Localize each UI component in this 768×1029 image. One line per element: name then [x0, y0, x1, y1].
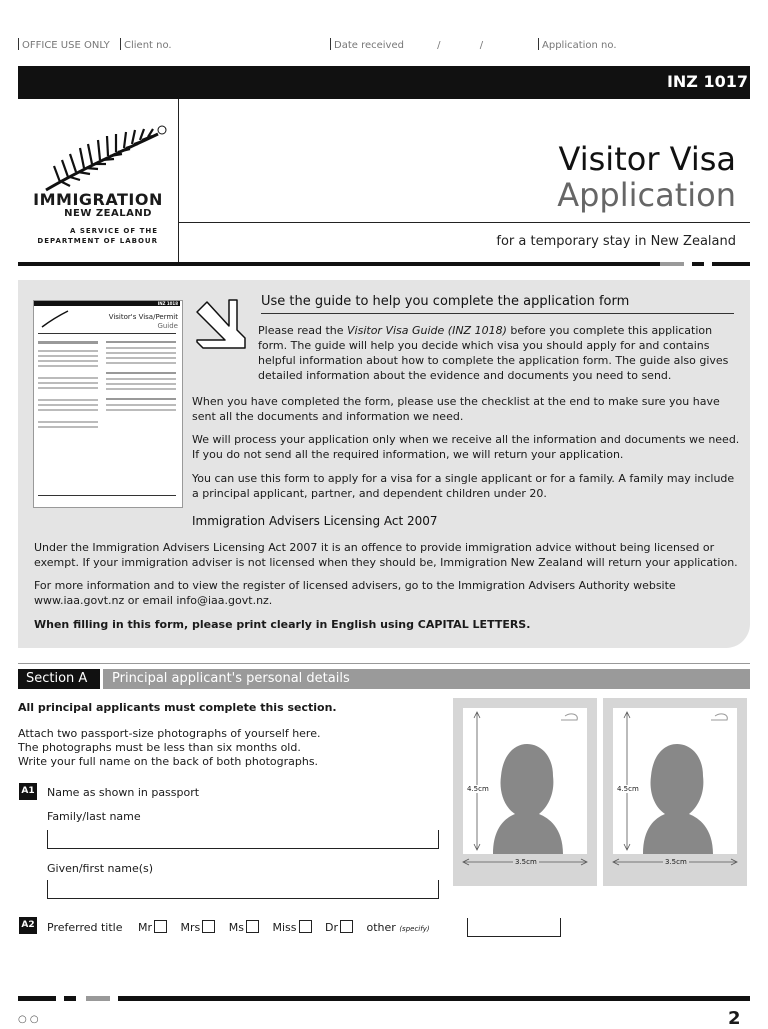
title-ms-checkbox[interactable]	[246, 920, 259, 933]
preferred-title-row	[47, 920, 430, 937]
logo-new-zealand: NEW ZEALAND	[64, 208, 152, 219]
question-a1-number: A1	[19, 783, 37, 800]
logo-service-line: A SERVICE OF THE DEPARTMENT OF LABOUR	[37, 227, 158, 245]
info-paragraph-6: For more information and to view the register of licensed advisers, go to the Immigration Advisers Authority website www.iaa.govt.nz or email info@iaa.govt.nz.	[34, 579, 676, 607]
page-number: 2	[728, 1008, 741, 1029]
title-option-mr[interactable]: Mr	[138, 921, 177, 934]
title-mr-checkbox[interactable]	[154, 920, 167, 933]
application-no-field[interactable]: Application no.	[538, 38, 617, 51]
section-a-label: Section A	[18, 669, 100, 689]
guide-thumbnail: INZ 1018 Visitor's Visa/Permit Guide	[33, 300, 183, 508]
question-a2-number: A2	[19, 917, 37, 934]
capital-letters-instruction: When filling in this form, please print clearly in English using CAPITAL LETTERS.	[34, 618, 531, 631]
info-paragraph-1: Please read the Visitor Visa Guide (INZ 1018) before you complete this application form. The guide will help you decide which visa you should apply for and contains helpful information about how to complete the application form. The guide also gives detailed information about the evidence and documents you need to send.	[258, 324, 729, 382]
info-paragraph-2: When you have completed the form, please use the checklist at the end to make sure you have sent all the documents and information we need.	[192, 395, 720, 423]
family-name-field[interactable]	[47, 830, 439, 849]
header-bar	[18, 66, 750, 99]
header-bottom-bar	[18, 262, 750, 266]
title-other-label: other	[366, 921, 396, 934]
guide-heading-rule	[261, 313, 734, 314]
photo-slot-2[interactable]: 4.5cm 3.5cm	[603, 698, 747, 886]
footer-bar-accent	[86, 996, 110, 1001]
section-a-title: Principal applicant's personal details	[103, 669, 750, 689]
logo-immigration: IMMIGRATION	[33, 190, 163, 209]
given-name-label: Given/first name(s)	[47, 862, 154, 875]
title-option-ms[interactable]: Ms	[229, 921, 269, 934]
page-subtitle: Application	[557, 176, 736, 214]
header-rule	[178, 222, 750, 223]
footer-bar-segment	[18, 996, 56, 1001]
title-other-field[interactable]	[467, 918, 561, 937]
given-name-field[interactable]	[47, 880, 439, 899]
client-no-field[interactable]: Client no.	[120, 38, 172, 51]
title-mrs-checkbox[interactable]	[202, 920, 215, 933]
guide-heading: Use the guide to help you complete the application form	[261, 294, 630, 309]
title-miss-checkbox[interactable]	[299, 920, 312, 933]
guide-reference: Visitor Visa Guide (INZ 1018)	[347, 324, 507, 337]
info-paragraph-5: Under the Immigration Advisers Licensing Act 2007 it is an offence to provide immigration advice without being licensed or exempt. If your immigration adviser is not licensed when they should be, Immigration New Zealand will return your application.	[34, 541, 738, 569]
title-option-dr[interactable]: Dr	[325, 921, 363, 934]
footer-bar	[118, 996, 750, 1001]
form-number: INZ 1017	[666, 72, 748, 91]
preferred-title-label: Preferred title	[47, 921, 123, 934]
act-heading: Immigration Advisers Licensing Act 2007	[192, 514, 438, 528]
date-received-field[interactable]: Date received / /	[330, 38, 483, 51]
page-title: Visitor Visa	[558, 140, 736, 178]
bar-accent	[660, 262, 684, 266]
title-other-specify: (specify)	[399, 925, 430, 933]
footer-mark: ○ ○	[18, 1014, 39, 1025]
photo-instructions: Attach two passport-size photographs of yourself here. The photographs must be less than six months old. Write your full name on the back of both photographs.	[18, 727, 321, 768]
family-name-label: Family/last name	[47, 810, 141, 823]
section-a-top-rule	[18, 663, 750, 664]
title-dr-checkbox[interactable]	[340, 920, 353, 933]
info-paragraph-3: We will process your application only when we receive all the information and documents we need. If you do not send all the required information, we will return your application.	[192, 433, 740, 461]
photo-slot-1[interactable]: 4.5cm 3.5cm	[453, 698, 597, 886]
bar-gap	[684, 262, 692, 266]
title-option-mrs[interactable]: Mrs	[181, 921, 226, 934]
page-tagline: for a temporary stay in New Zealand	[496, 234, 736, 249]
silver-fern-logo-icon	[40, 122, 170, 194]
title-option-miss[interactable]: Miss	[273, 921, 322, 934]
question-a1-label: Name as shown in passport	[47, 786, 200, 799]
info-paragraph-4: You can use this form to apply for a visa for a single applicant or for a family. A family may include a principal applicant, partner, and dependent children under 20.	[192, 472, 735, 500]
footer-bar-segment	[64, 996, 76, 1001]
must-complete-note: All principal applicants must complete this section.	[18, 701, 337, 714]
office-use-label: OFFICE USE ONLY	[18, 38, 110, 51]
bar-gap	[704, 262, 712, 266]
header-divider	[178, 99, 179, 262]
